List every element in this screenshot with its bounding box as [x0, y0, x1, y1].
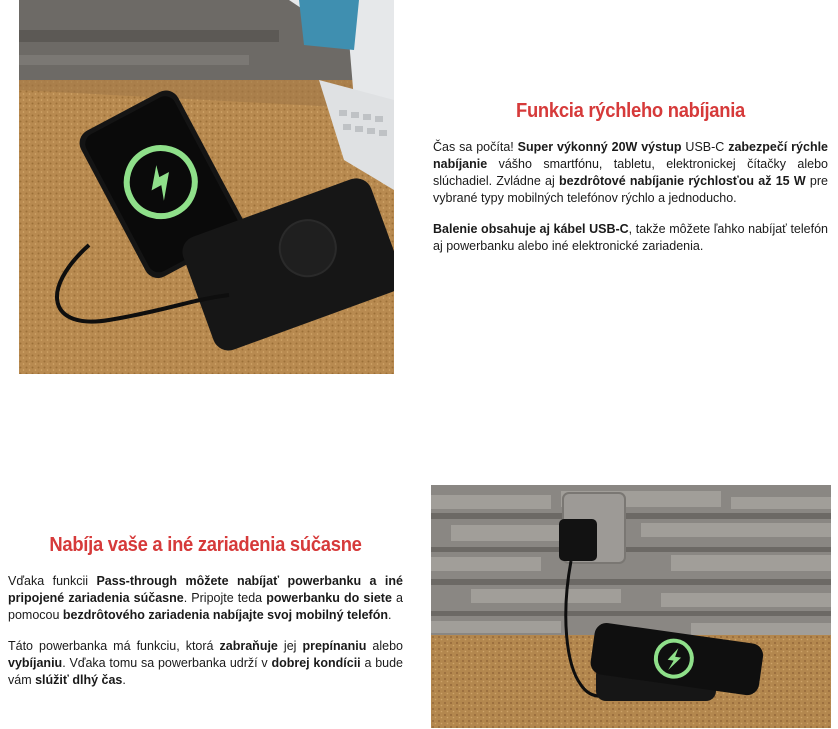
bold-text: vybíjaniu	[8, 656, 63, 670]
bold-text: Pass-through môžete nabíjať powerbanku a iné pripojené zariadenia súčasne	[8, 574, 403, 605]
text-run: Čas sa počíta!	[433, 140, 518, 154]
text-run: a pomocou	[8, 591, 403, 622]
paragraph	[8, 638, 403, 689]
feature-simultaneous-charging	[8, 534, 403, 703]
bold-text: dobrej kondícii	[271, 656, 361, 670]
text-run: jej	[277, 639, 303, 653]
paragraph	[433, 221, 828, 255]
bold-text: powerbanku do siete	[266, 591, 392, 605]
paragraph	[8, 573, 403, 624]
bold-text: bezdrôtového zariadenia nabíjajte svoj mobilný telefón	[62, 608, 388, 622]
bold-text: Super výkonný 20W výstup	[517, 140, 682, 154]
product-photo-powerbank-laptop	[19, 0, 394, 374]
bold-text: bezdrôtové nabíjanie rýchlosťou až 15 W	[558, 174, 806, 188]
text-run: USB-C	[681, 140, 729, 154]
text-run: pre vybrané typy mobilných telefónov rýchlo a jednoducho.	[433, 174, 828, 205]
bold-text: zabraňuje	[219, 639, 278, 653]
text-run: .	[122, 673, 126, 687]
text-run: , takže môžete ľahko nabíjať telefón aj powerbanku alebo iné elektronické zariadenia.	[433, 222, 828, 253]
text-run: . Pripojte teda	[183, 591, 267, 605]
text-run: alebo	[366, 639, 403, 653]
feature-fast-charging	[433, 100, 828, 269]
text-run: Táto powerbanka má funkciu, ktorá	[8, 639, 220, 653]
bold-text: prepínaniu	[302, 639, 367, 653]
text-run: vášho smartfónu, tabletu, elektronickej čítačky alebo slúchadiel. Zvládne aj	[433, 157, 828, 188]
bold-text: zabezpečí rýchle nabíjanie	[433, 140, 829, 171]
text-run: .	[387, 608, 392, 622]
section-title-fast-charging: Funkcia rýchleho nabíjania	[515, 100, 746, 122]
section-title-simultaneous-charging: Nabíja vaše a iné zariadenia súčasne	[49, 534, 362, 556]
bold-text: slúžiť dlhý čas	[35, 673, 123, 687]
product-photo-powerbank-wall-charger	[431, 485, 831, 728]
text-run: a bude vám	[8, 656, 403, 687]
text-run: . Vďaka tomu sa powerbanka udrží v	[62, 656, 272, 670]
text-run: Vďaka funkcii	[8, 574, 97, 588]
paragraph	[433, 139, 828, 207]
bold-text: Balenie obsahuje aj kábel USB-C	[433, 222, 629, 236]
